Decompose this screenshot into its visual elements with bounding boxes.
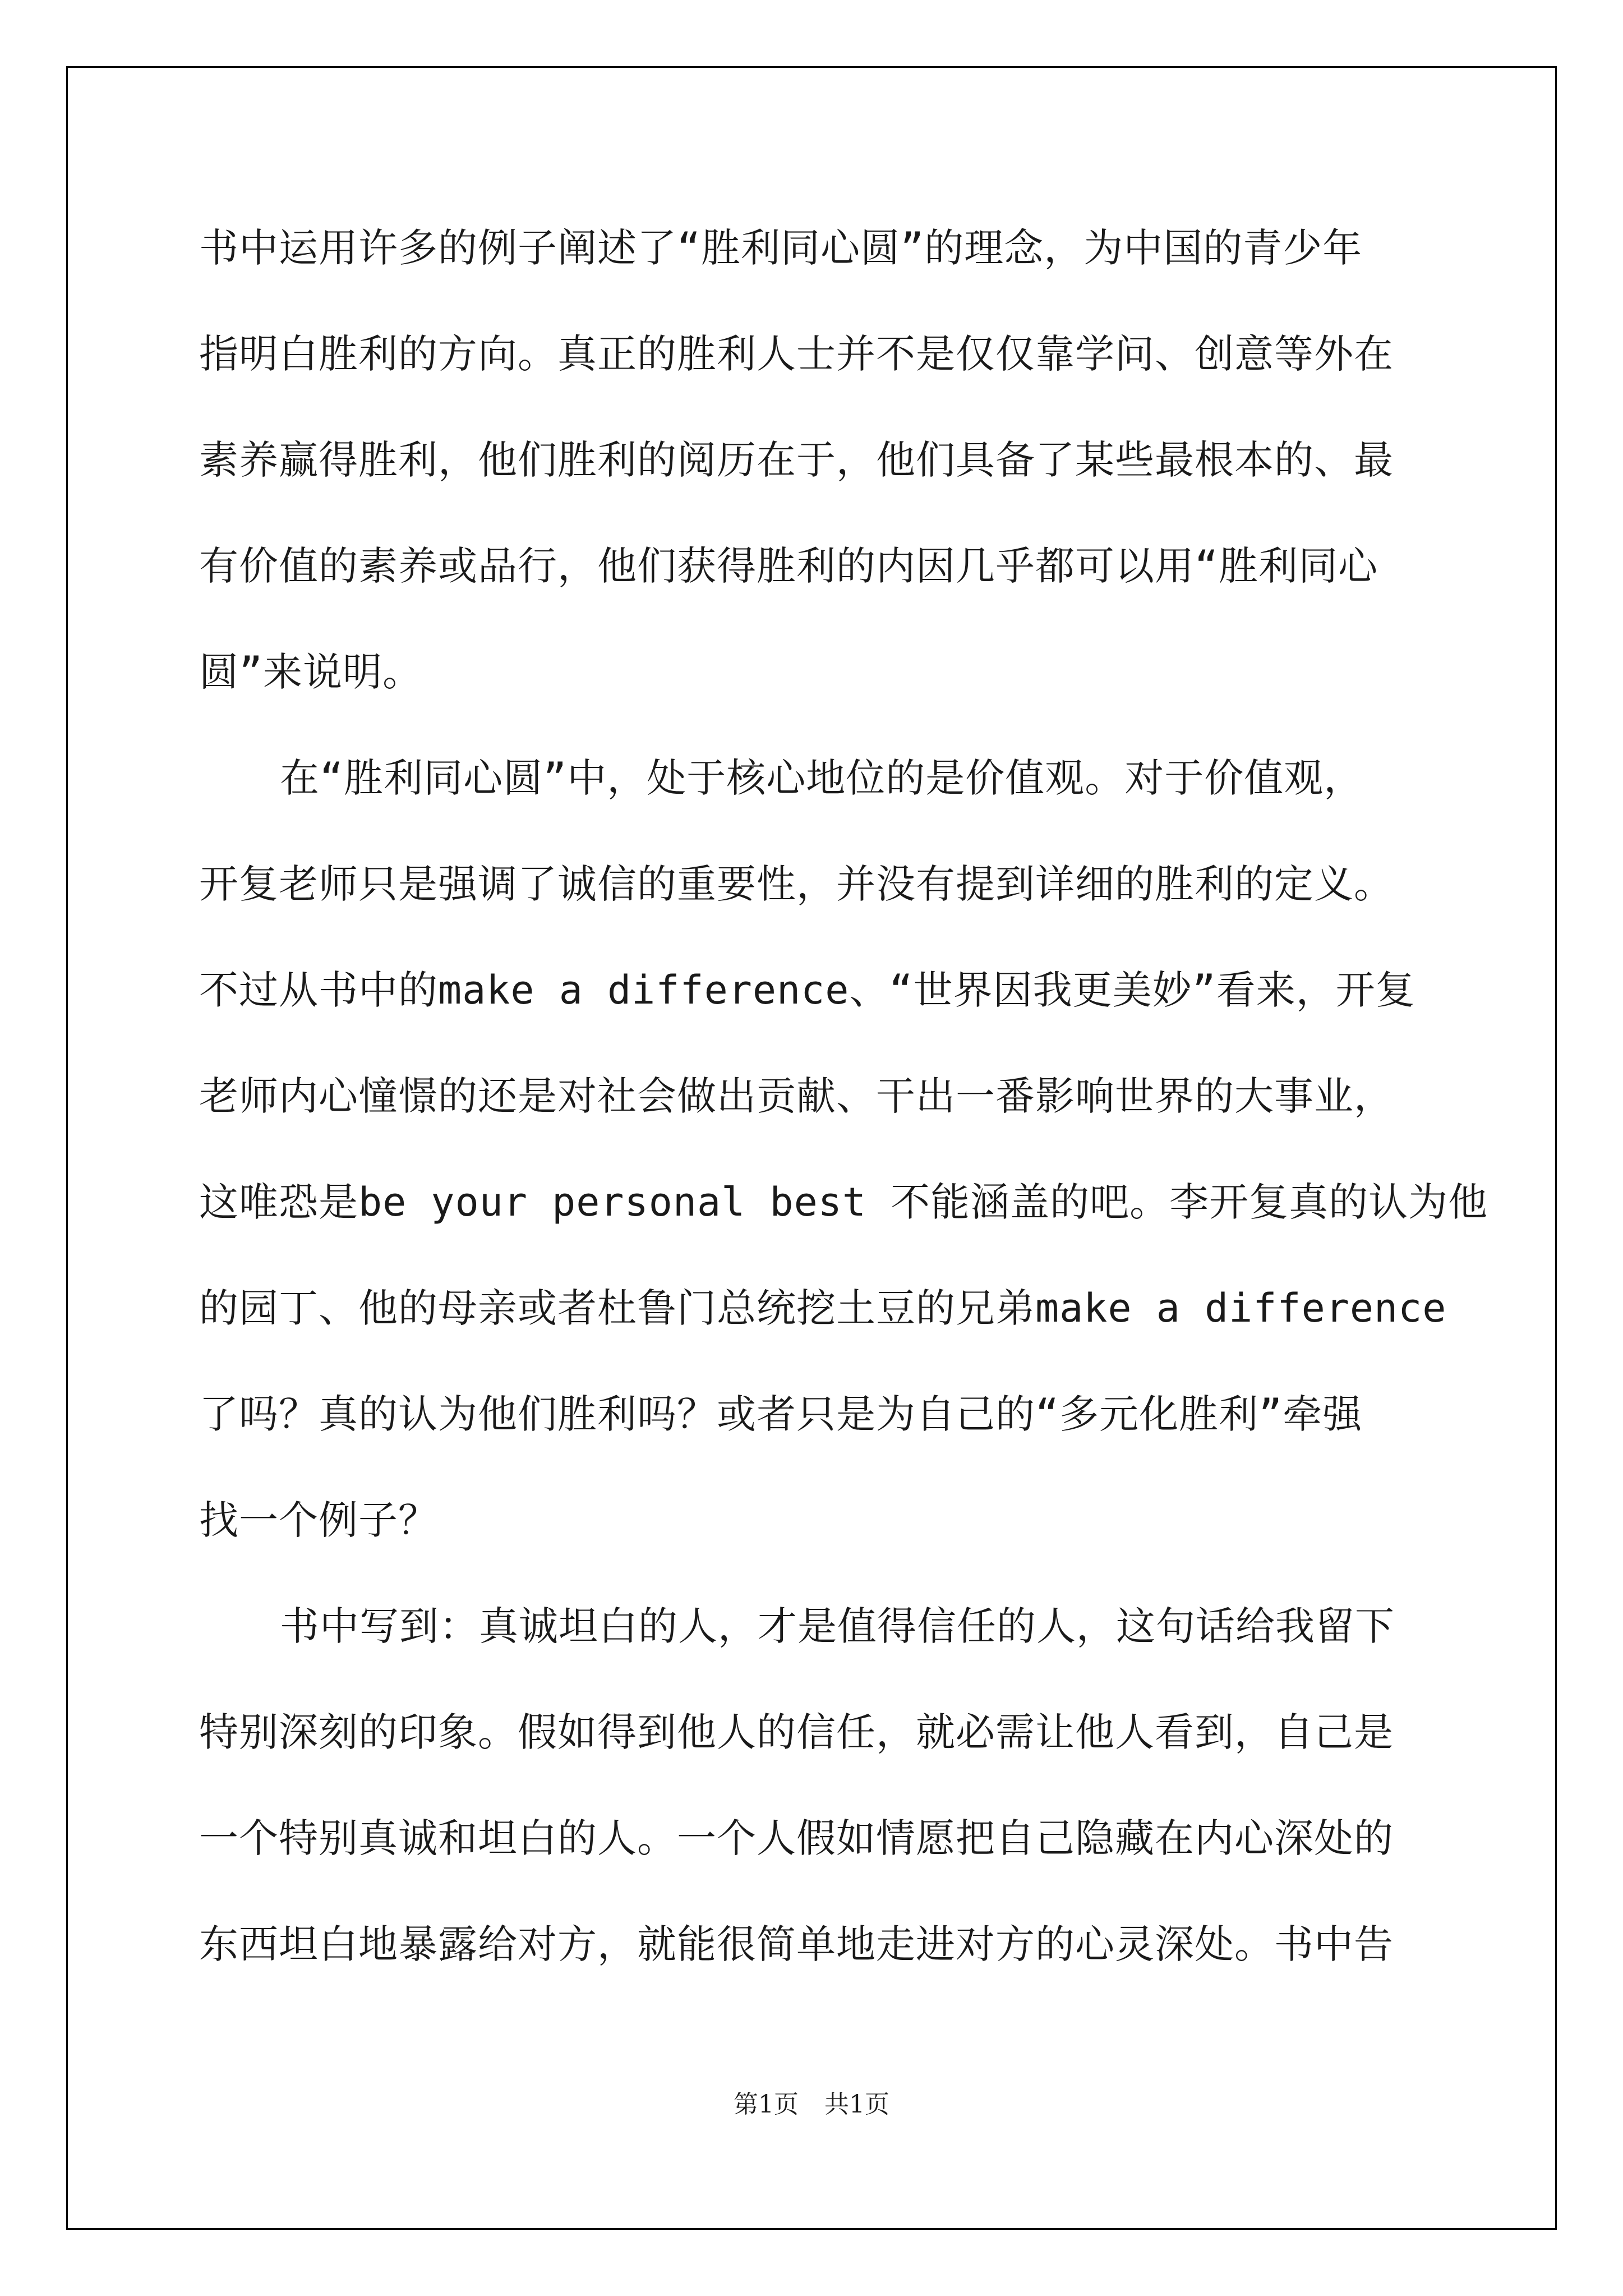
text-line: 书中写到：真诚坦白的人，才是值得信任的人，这句话给我留下 xyxy=(280,1603,1395,1649)
text-line: 特别深刻的印象。假如得到他人的信任，就必需让他人看到，自己是 xyxy=(199,1709,1394,1755)
text-line: 东西坦白地暴露给对方，就能很简单地走进对方的心灵深处。书中告 xyxy=(199,1921,1394,1967)
text-line: 的园丁、他的母亲或者杜鲁门总统挖土豆的兄弟make a difference xyxy=(199,1285,1447,1331)
text-line: 不过从书中的make a difference、“世界因我更美妙”看来，开复 xyxy=(199,967,1415,1013)
page-number: 第1页 xyxy=(734,2090,799,2119)
text-line: 这唯恐是be your personal best 不能涵盖的吧。李开复真的认为他 xyxy=(199,1179,1488,1225)
page-footer xyxy=(0,2088,1623,2122)
text-line: 书中运用许多的例子阐述了“胜利同心圆”的理念，为中国的青少年 xyxy=(199,225,1363,271)
text-line: 有价值的素养或品行，他们获得胜利的内因几乎都可以用“胜利同心 xyxy=(199,543,1378,589)
text-line: 圆”来说明。 xyxy=(199,649,423,695)
text-line: 一个特别真诚和坦白的人。一个人假如情愿把自己隐藏在内心深处的 xyxy=(199,1815,1394,1861)
page-total: 共1页 xyxy=(824,2090,889,2119)
page-border xyxy=(66,66,1557,2230)
text-line: 开复老师只是强调了诚信的重要性，并没有提到详细的胜利的定义。 xyxy=(199,861,1394,907)
text-line: 指明白胜利的方向。真正的胜利人士并不是仅仅靠学问、创意等外在 xyxy=(199,331,1394,377)
text-line: 素养赢得胜利，他们胜利的阅历在于，他们具备了某些最根本的、最 xyxy=(199,437,1394,483)
text-line: 了吗？真的认为他们胜利吗？或者只是为自己的“多元化胜利”牵强 xyxy=(199,1391,1363,1437)
text-line: 在“胜利同心圆”中，处于核心地位的是价值观。对于价值观， xyxy=(280,755,1364,801)
text-line: 找一个例子？ xyxy=(199,1497,438,1543)
text-line: 老师内心憧憬的还是对社会做出贡献、干出一番影响世界的大事业， xyxy=(199,1073,1394,1119)
